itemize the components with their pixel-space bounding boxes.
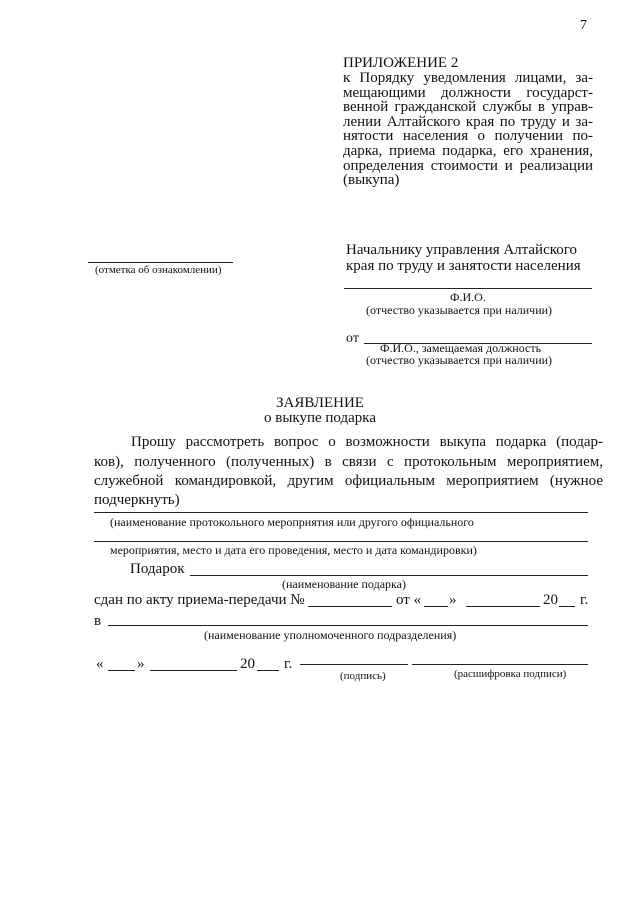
signature-line	[300, 664, 408, 665]
patronymic-note-2: (отчество указывается при наличии)	[366, 353, 553, 367]
act-from-label: от «	[396, 592, 422, 608]
fio-position-label: Ф.И.О., замещаемая должность	[380, 341, 542, 355]
act-month-line	[466, 606, 540, 607]
act-year-prefix: 20	[543, 592, 558, 608]
statement-body-line: служебной командировкой, другим официальным мероприятием (нужное	[94, 473, 603, 489]
date-open-quote: «	[96, 656, 104, 672]
appendix-title: ПРИЛОЖЕНИЕ 2	[343, 55, 459, 71]
date-day-line	[108, 670, 135, 671]
acquaintance-line	[88, 262, 233, 263]
statement-body-line: Прошу рассмотреть вопрос о возможности выкупа подарка (подар-	[131, 434, 603, 450]
division-note: (наименование уполномоченного подразделения)	[204, 628, 457, 642]
gift-label: Подарок	[130, 561, 185, 577]
fio-line	[344, 288, 592, 289]
addressee-line-2: края по труду и занятости населения	[346, 258, 581, 274]
page-number: 7	[580, 18, 587, 33]
division-line	[108, 625, 588, 626]
signature-note: (подпись)	[340, 670, 386, 682]
act-year-suffix: г.	[580, 592, 589, 608]
event-note-2: мероприятия, место и дата его проведения, место и дата командировки)	[110, 543, 477, 557]
appendix-line: венной гражданской службы в управ-	[343, 99, 593, 116]
act-year-line	[559, 606, 575, 607]
date-year-line	[257, 670, 279, 671]
signature-decode-line	[412, 664, 588, 665]
date-month-line	[150, 670, 237, 671]
act-text: сдан по акту приема-передачи №	[94, 592, 305, 608]
act-quote-close: »	[449, 592, 457, 608]
appendix-line: к Порядку уведомления лицами, за-	[343, 70, 593, 86]
date-close-quote: »	[137, 656, 145, 672]
patronymic-note-1: (отчество указывается при наличии)	[366, 303, 553, 317]
statement-title: ЗАЯВЛЕНИЕ	[276, 395, 364, 411]
appendix-line: дарка, приема подарка, его хранения,	[343, 143, 593, 159]
appendix-line: (выкупа)	[343, 172, 400, 189]
appendix-line: нятости населения о получении по-	[343, 128, 593, 145]
statement-subtitle: о выкупе подарка	[263, 410, 377, 426]
appendix-line: определения стоимости и реализации	[343, 157, 593, 174]
date-year-prefix: 20	[240, 656, 255, 672]
statement-body-line: ков), полученного (полученных) в связи с протокольным мероприятием,	[94, 454, 603, 470]
date-year-suffix: г.	[284, 656, 293, 672]
act-day-line	[424, 606, 448, 607]
gift-line	[190, 575, 588, 576]
event-line-1	[94, 512, 588, 513]
addressee-line-1: Начальнику управления Алтайского	[346, 242, 578, 258]
event-line-2	[94, 541, 588, 542]
fio-label: Ф.И.О.	[450, 290, 486, 304]
from-label: от	[346, 331, 359, 346]
gift-note: (наименование подарка)	[282, 577, 406, 591]
event-note-1: (наименование протокольного мероприятия или другого официального	[110, 515, 474, 529]
signature-decode-note: (расшифровка подписи)	[454, 668, 567, 680]
act-number-line	[308, 606, 392, 607]
appendix-line: мещающими должности государст-	[343, 84, 593, 101]
statement-body-line: подчеркнуть)	[94, 492, 180, 508]
in-label: в	[94, 613, 102, 629]
acquaintance-note: (отметка об ознакомлении)	[95, 264, 222, 276]
appendix-line: лении Алтайского края по труду и за-	[343, 113, 593, 130]
